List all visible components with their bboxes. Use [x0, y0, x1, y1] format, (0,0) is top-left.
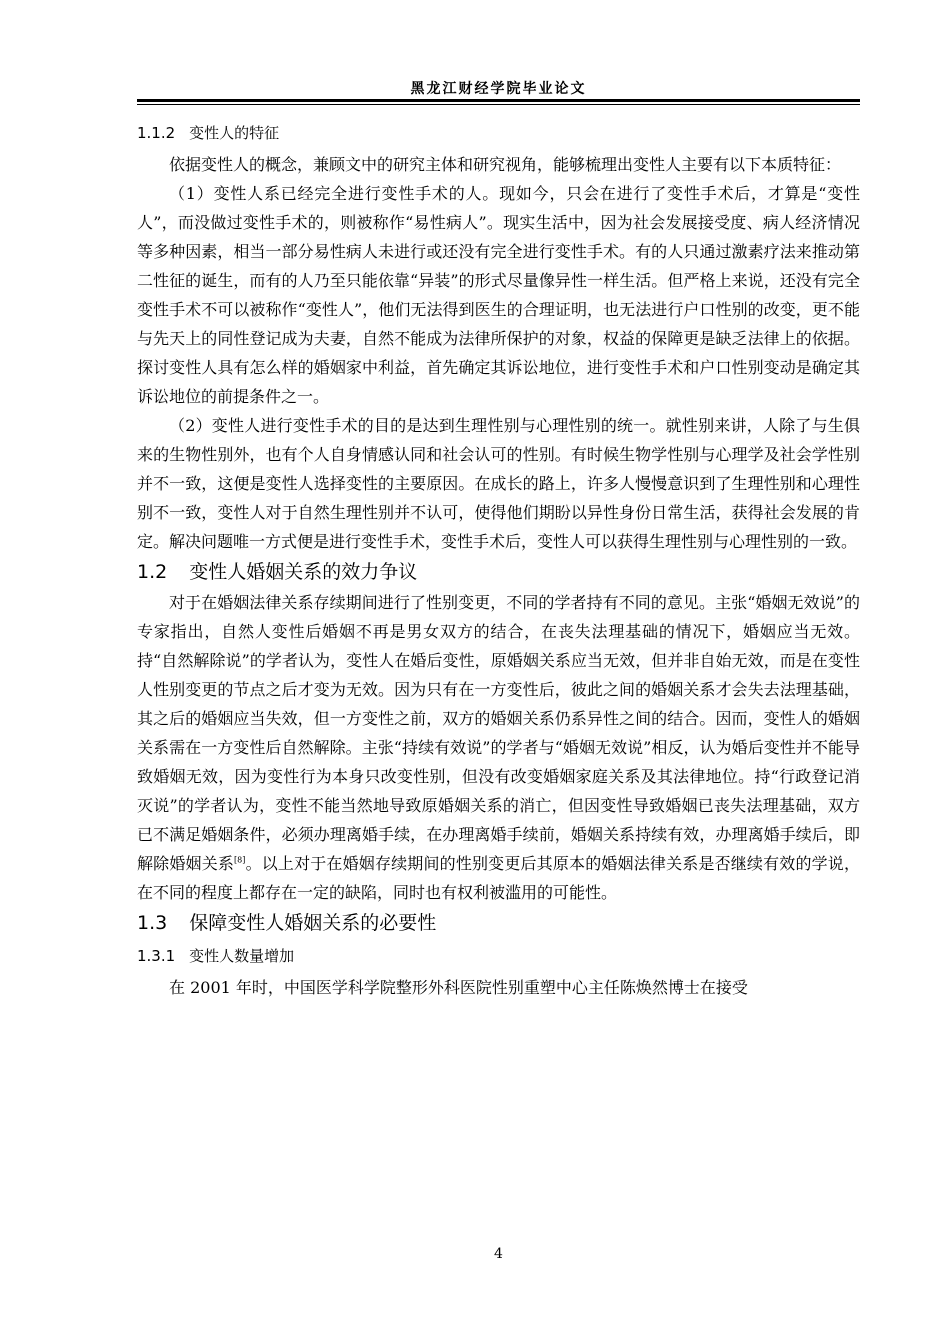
paragraph-text-continued: 。以上对于在婚姻存续期间的性别变更后其原本的婚姻法律关系是否继续有效的学说，在不同的程度上都存在一定的缺陷，同时也有权利被滥用的可能性。 [137, 854, 860, 902]
paragraph [137, 588, 860, 907]
heading-number: 1.2 [137, 561, 168, 583]
heading-number: 1.1.2 [137, 124, 176, 142]
section-heading-1-3 [137, 907, 860, 939]
heading-title: 变性人婚姻关系的效力争议 [189, 561, 418, 583]
paragraph: 在 2001 年时，中国医学科学院整形外科医院性别重塑中心主任陈焕然博士在接受 [169, 978, 748, 997]
running-header: 黑龙江财经学院毕业论文 [410, 81, 587, 97]
page-number: 4 [494, 1246, 503, 1262]
heading-title: 变性人数量增加 [189, 947, 295, 965]
heading-number: 1.3 [137, 912, 168, 934]
paragraph: 依据变性人的概念，兼顾文中的研究主体和研究视角，能够梳理出变性人主要有以下本质特征： [169, 155, 842, 174]
section-heading-1-3-1 [137, 939, 860, 973]
paragraph-text: 对于在婚姻法律关系存续期间进行了性别变更，不同的学者持有不同的意见。主张“婚姻无效说”的专家指出，自然人变性后婚姻不再是男女双方的结合，在丧失法理基础的情况下，婚姻应当无效。持“自然解除说”的学者认为，变性人在婚后变性，原婚姻关系应当无效，但并非自始无效，而是在变性人性别变更的节点之后才变为无效。因为只有在一方变性后，彼此之间的婚姻关系才会失去法理基础，其之后的婚姻应当失效，但一方变性之前，双方的婚姻关系仍系异性之间的结合。因而，变性人的婚姻关系需在一方变性后自然解除。主张“持续有效说”的学者与“婚姻无效说”相反，认为婚后变性并不能导致婚姻无效，因为变性行为本身只改变性别，但没有改变婚姻家庭关系及其法律地位。持“行政登记消灭说”的学者认为，变性不能当然地导致原婚姻关系的消亡，但因变性导致婚姻已丧失法理基础，双方已不满足婚姻条件，必须办理离婚手续，在办理离婚手续前，婚姻关系持续有效，办理离婚手续后，即解除婚姻关系 [137, 593, 860, 873]
paragraph: （2）变性人进行变性手术的目的是达到生理性别与心理性别的统一。就性别来讲，人除了与生俱来的生物性别外，也有个人自身情感认同和社会认可的性别。有时候生物学性别与心理学及社会学性别并不一致，这便是变性人选择变性的主要原因。在成长的路上，许多人慢慢意识到了生理性别和心理性别不一致，变性人对于自然生理性别并不认可，使得他们期盼以异性身份日常生活，获得社会发展的肯定。解决问题唯一方式便是进行变性手术，变性手术后，变性人可以获得生理性别与心理性别的一致。 [137, 416, 860, 551]
heading-title: 变性人的特征 [189, 124, 280, 142]
header-rule [137, 99, 860, 105]
heading-number: 1.3.1 [137, 947, 176, 965]
section-heading-1-2 [137, 556, 860, 588]
body-content [137, 116, 860, 1002]
section-heading-1-1-2 [137, 116, 860, 150]
paragraph: （1）变性人系已经完全进行变性手术的人。现如今，只会在进行了变性手术后，才算是“变性人”，而没做过变性手术的，则被称作“易性病人”。现实生活中，因为社会发展接受度、病人经济情况等多种因素，相当一部分易性病人未进行或还没有完全进行变性手术。有的人只通过激素疗法来推动第二性征的诞生，而有的人乃至只能依靠“异装”的形式尽量像异性一样生活。但严格上来说，还没有完全变性手术不可以被称作“变性人”，他们无法得到医生的合理证明，也无法进行户口性别的改变，更不能与先天上的同性登记成为夫妻，自然不能成为法律所保护的对象，权益的保障更是缺乏法律上的依据。探讨变性人具有怎么样的婚姻家中利益，首先确定其诉讼地位，进行变性手术和户口性别变动是确定其诉讼地位的前提条件之一。 [137, 184, 860, 406]
heading-title: 保障变性人婚姻关系的必要性 [189, 912, 437, 934]
citation-marker: [8] [234, 855, 246, 865]
